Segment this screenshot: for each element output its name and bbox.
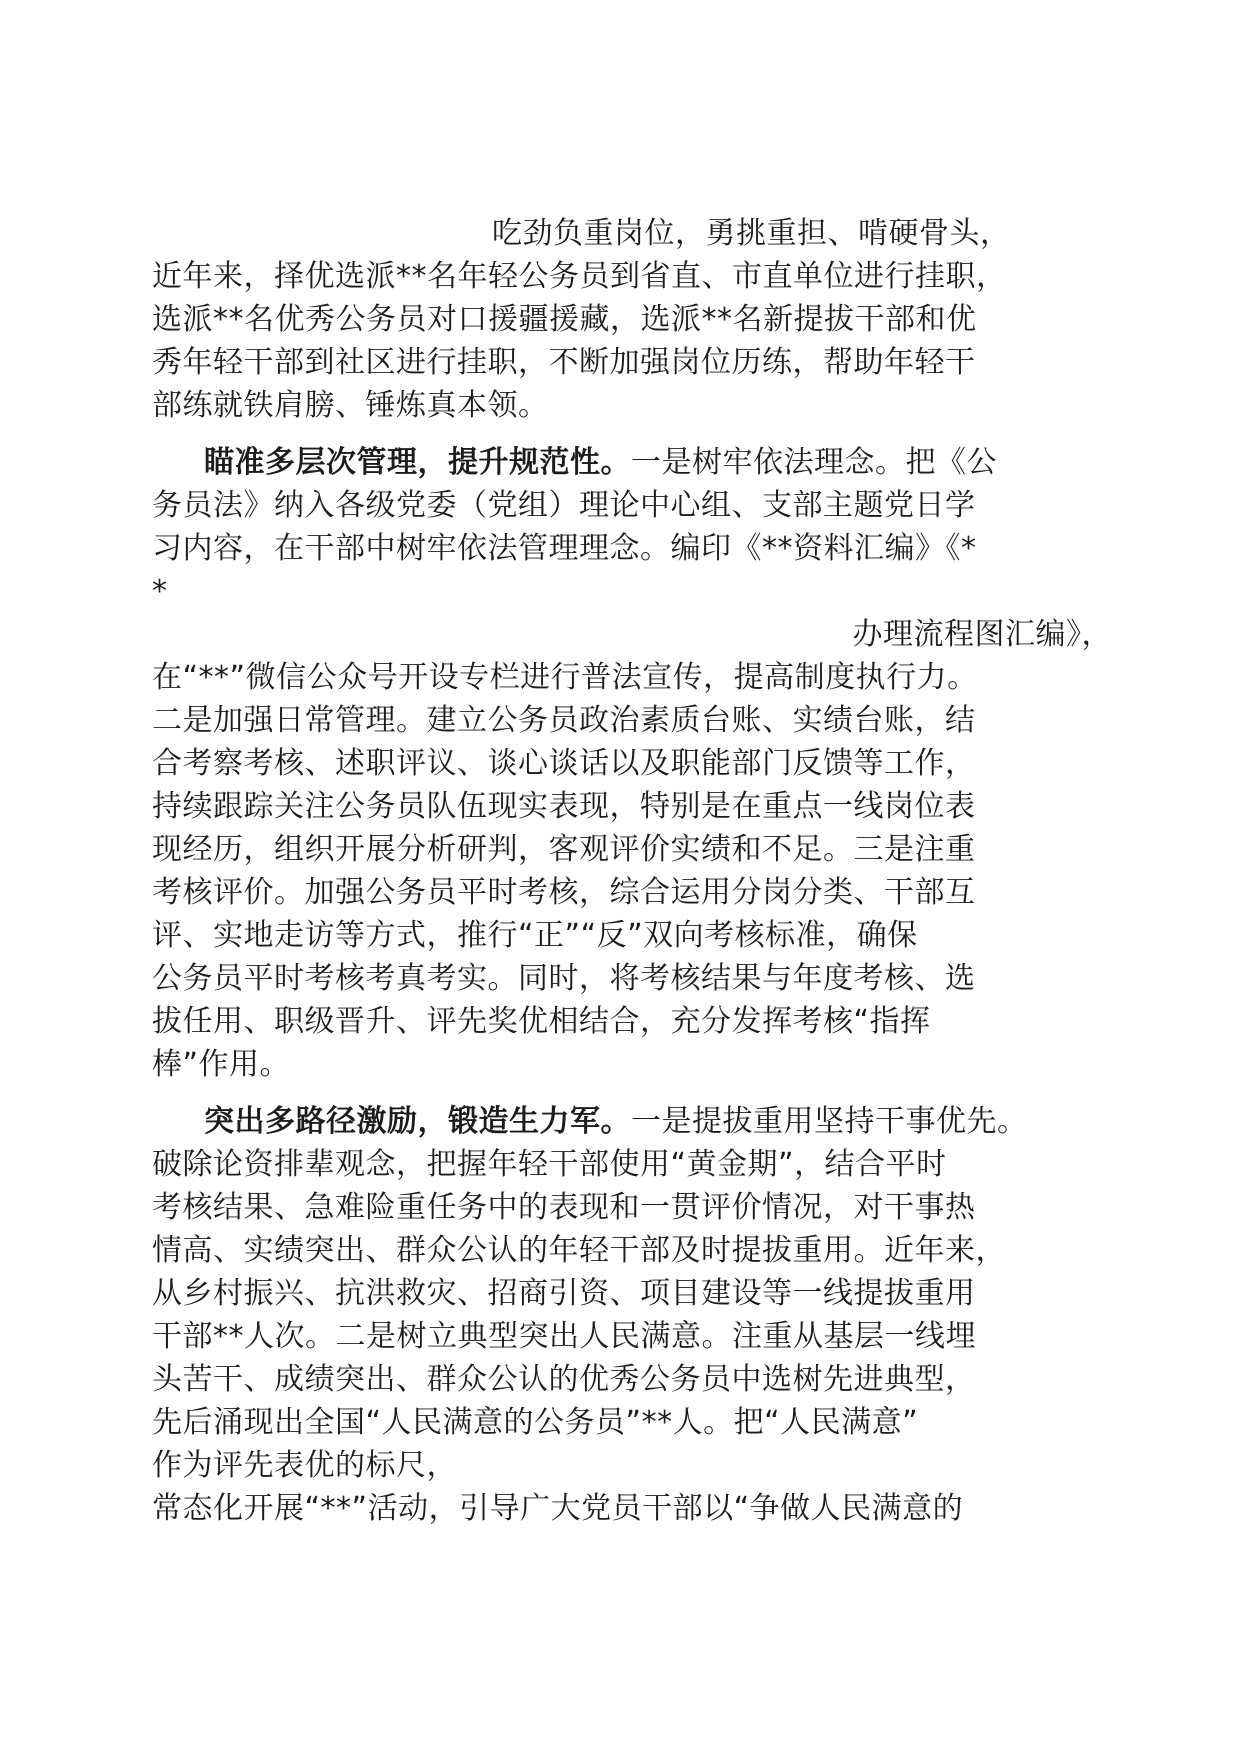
- text-line: 评、实地走访等方式，推行“正”“反”双向考核标准，确保: [152, 918, 918, 953]
- section-heading: 瞄准多层次管理，提升规范性。: [204, 445, 631, 480]
- paragraph-2: [152, 441, 1112, 1086]
- paragraph-1: [152, 212, 1112, 427]
- text-line: 先后涌现出全国“人民满意的公务员”**人。把“人民满意”: [152, 1405, 919, 1440]
- text-line: 破除论资排辈观念，把握年轻干部使用“黄金期”，结合平时: [152, 1147, 947, 1182]
- text-line: 二是加强日常管理。建立公务员政治素质台账、实绩台账，结: [152, 703, 976, 738]
- text-line: 部练就铁肩膀、锤炼真本领。: [152, 388, 549, 423]
- document-page: [152, 212, 1112, 1530]
- text-line: 习内容，在干部中树牢依法管理理念。编印《**资料汇编》《*: [152, 531, 977, 566]
- text-line: 办理流程图汇编》，: [852, 617, 1112, 652]
- text-line: 情高、实绩突出、群众公认的年轻干部及时提拔重用。近年来，: [152, 1233, 1006, 1268]
- paragraph-first-line: [152, 441, 1112, 484]
- text-line: 在“**”微信公众号开设专栏进行普法宣传，提高制度执行力。: [152, 660, 978, 695]
- text-line: 拔任用、职级晋升、评先奖优相结合，充分发挥考核“指挥: [152, 1004, 931, 1039]
- paragraph-3: [152, 1100, 1112, 1530]
- text-line: 棒”作用。: [152, 1047, 291, 1082]
- paragraph-first-line: [152, 1100, 1112, 1143]
- text-line: 选派**名优秀公务员对口援疆援藏，选派**名新提拔干部和优: [152, 302, 977, 337]
- text-line: 吃劲负重岗位，勇挑重担、啃硬骨头，: [492, 216, 1011, 251]
- text-line: 干部**人次。二是树立典型突出人民满意。注重从基层一线埋: [152, 1319, 976, 1354]
- text-line: 作为评先表优的标尺，: [152, 1448, 457, 1483]
- text-line: 考核结果、急难险重任务中的表现和一贯评价情况，对干事热: [152, 1190, 976, 1225]
- text-line: 公务员平时考核考真考实。同时，将考核结果与年度考核、选: [152, 961, 976, 996]
- text-line: 近年来，择优选派**名年轻公务员到省直、市直单位进行挂职，: [152, 259, 1007, 294]
- text-line: 头苦干、成绩突出、群众公认的优秀公务员中选树先进典型，: [152, 1362, 976, 1397]
- text-line: 合考察考核、述职评议、谈心谈话以及职能部门反馈等工作，: [152, 746, 976, 781]
- text-line: *: [152, 574, 168, 609]
- text-line: 考核评价。加强公务员平时考核，综合运用分岗分类、干部互: [152, 875, 976, 910]
- text-line: 常态化开展“**”活动，引导广大党员干部以“争做人民满意的: [152, 1491, 964, 1526]
- text-line: 持续跟踪关注公务员队伍现实表现，特别是在重点一线岗位表: [152, 789, 976, 824]
- text-span: 一是提拔重用坚持干事优先。: [631, 1104, 1028, 1139]
- text-span: 一是树牢依法理念。把《公: [631, 445, 997, 480]
- text-line: 秀年轻干部到社区进行挂职，不断加强岗位历练，帮助年轻干: [152, 345, 976, 380]
- text-line: 从乡村振兴、抗洪救灾、招商引资、项目建设等一线提拔重用: [152, 1276, 976, 1311]
- text-line: 务员法》纳入各级党委（党组）理论中心组、支部主题党日学: [152, 488, 976, 523]
- text-line: 现经历，组织开展分析研判，客观评价实绩和不足。三是注重: [152, 832, 976, 867]
- section-heading: 突出多路径激励，锻造生力军。: [204, 1104, 631, 1139]
